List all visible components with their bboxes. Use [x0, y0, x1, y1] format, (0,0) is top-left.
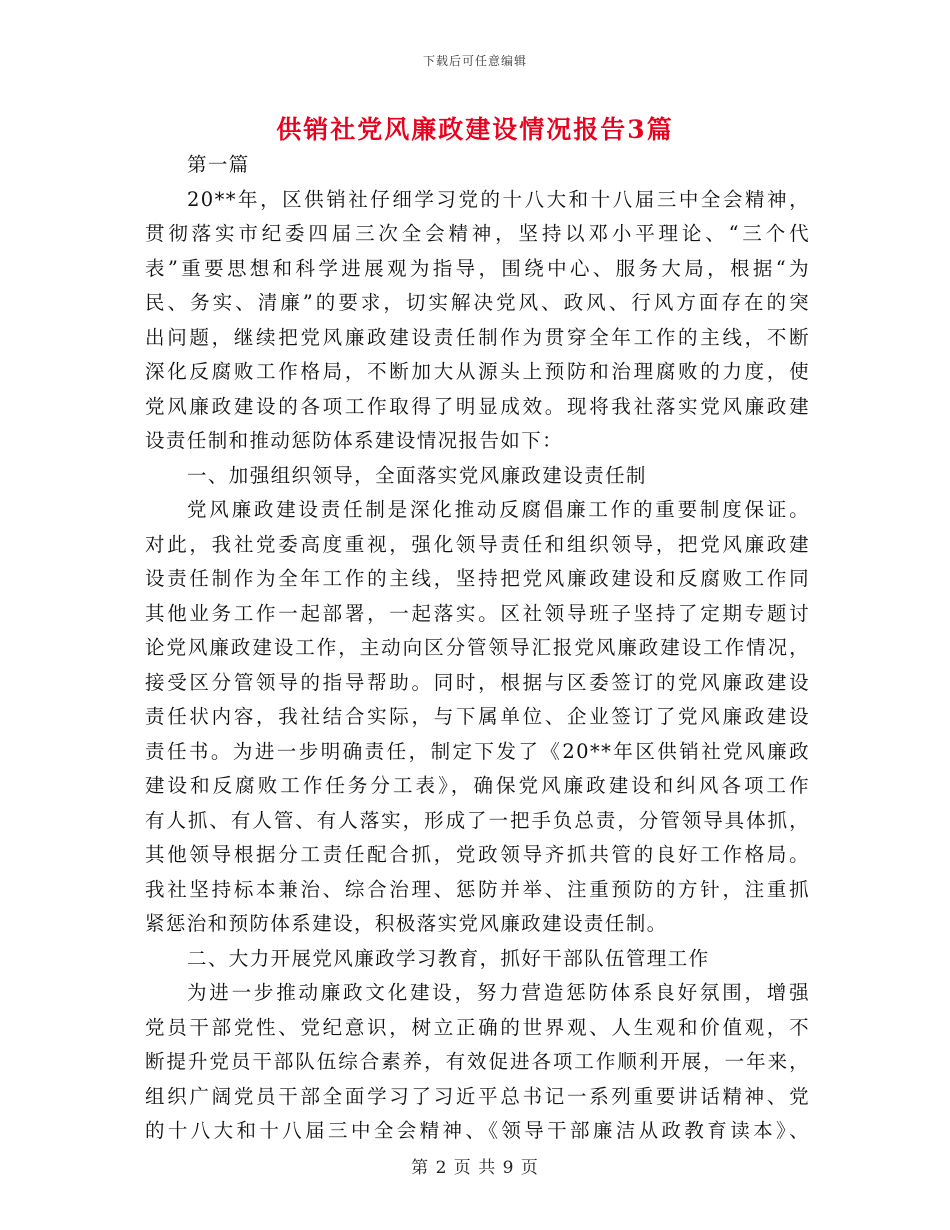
paragraph-line: 深化反腐败工作格局，不断加大从源头上预防和治理腐败的力度，使	[145, 360, 810, 383]
paragraph-line: 其他业务工作一起部署，一起落实。区社领导班子坚持了定期专题讨	[145, 601, 810, 625]
paragraph-line: 党风廉政建设的各项工作取得了明显成效。现将我社落实党风廉政建	[145, 394, 810, 418]
paragraph-line: 出问题，继续把党风廉政建设责任制作为贯穿全年工作的主线，不断	[145, 325, 810, 349]
header-note: 下载后可任意编辑	[422, 54, 527, 68]
document-body	[145, 148, 810, 1149]
paragraph-line: 责任书。为进一步明确责任，制定下发了《20**年区供销社党风廉政	[145, 739, 810, 763]
paragraph-line: 其他领导根据分工责任配合抓，党政领导齐抓共管的良好工作格局。	[145, 843, 810, 866]
page-footer: 第 2 页 共 9 页	[411, 1158, 539, 1178]
paragraph-line: 表”重要思想和科学进展观为指导，围绕中心、服务大局，根据“为	[145, 256, 810, 280]
paragraph-line: 有人抓、有人管、有人落实，形成了一把手负总责，分管领导具体抓，	[145, 808, 810, 832]
paragraph-line: 建设和反腐败工作任务分工表》，确保党风廉政建设和纠风各项工作	[145, 774, 810, 797]
paragraph-line: 20**年，区供销社仔细学习党的十八大和十八届三中全会精神，	[187, 187, 810, 211]
paragraph-line: 贯彻落实市纪委四届三次全会精神，坚持以邓小平理论、“三个代	[145, 222, 810, 245]
paragraph-line: 紧惩治和预防体系建设，积极落实党风廉政建设责任制。	[145, 912, 668, 935]
paragraph-line: 责任状内容，我社结合实际，与下属单位、企业签订了党风廉政建设	[145, 705, 810, 728]
paragraph-line: 论党风廉政建设工作，主动向区分管领导汇报党风廉政建设工作情况，	[145, 636, 810, 659]
paragraph-line: 组织广阔党员干部全面学习了习近平总书记一系列重要讲话精神、党	[145, 1084, 810, 1108]
paragraph-line: 党员干部党性、党纪意识，树立正确的世界观、人生观和价值观，不	[145, 1015, 810, 1039]
paragraph-line: 我社坚持标本兼治、综合治理、惩防并举、注重预防的方针，注重抓	[145, 877, 810, 901]
paragraph-line: 接受区分管领导的指导帮助。同时，根据与区委签订的党风廉政建设	[145, 670, 810, 694]
paragraph-line: 为进一步推动廉政文化建设，努力营造惩防体系良好氛围，增强	[187, 981, 810, 1004]
section-heading: 第一篇	[187, 153, 250, 176]
document-title: 供销社党风廉政建设情况报告3篇	[276, 115, 674, 144]
section-heading: 二、大力开展党风廉政学习教育，抓好干部队伍管理工作	[187, 946, 710, 970]
paragraph-line: 党风廉政建设责任制是深化推动反腐倡廉工作的重要制度保证。	[187, 498, 810, 521]
paragraph-line: 对此，我社党委高度重视，强化领导责任和组织领导，把党风廉政建	[145, 532, 810, 556]
section-heading: 一、加强组织领导，全面落实党风廉政建设责任制	[187, 463, 647, 487]
paragraph-line: 断提升党员干部队伍综合素养，有效促进各项工作顺利开展，一年来，	[145, 1050, 810, 1073]
paragraph-line: 设责任制和推动惩防体系建设情况报告如下：	[145, 429, 564, 452]
paragraph-line: 民、务实、清廉”的要求，切实解决党风、政风、行风方面存在的突	[145, 291, 810, 314]
paragraph-line: 的十八大和十八届三中全会精神、《领导干部廉洁从政教育读本》、	[145, 1119, 810, 1142]
paragraph-line: 设责任制作为全年工作的主线，坚持把党风廉政建设和反腐败工作同	[145, 567, 810, 590]
